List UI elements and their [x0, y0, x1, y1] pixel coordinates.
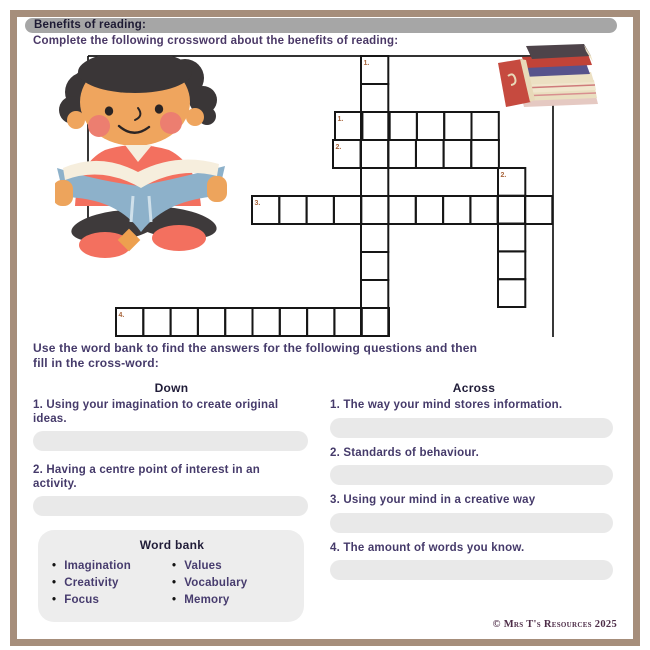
crossword-word-across-1[interactable]	[335, 112, 499, 140]
crossword-cell[interactable]	[525, 196, 552, 224]
question-text: 2. Having a centre point of interest in an activity.	[33, 464, 260, 490]
word-bank-word: Values	[184, 560, 222, 572]
answer-box-2[interactable]	[330, 465, 613, 485]
crossword-word-across-2[interactable]	[333, 140, 499, 168]
instruction-text	[33, 341, 623, 371]
boy-cheek-right	[160, 112, 182, 134]
crossword-cell[interactable]	[498, 279, 525, 307]
crossword-cell[interactable]	[307, 196, 334, 224]
crossword-cell[interactable]	[362, 308, 389, 336]
crossword-cell[interactable]	[444, 140, 472, 168]
boy-hand-right	[207, 176, 227, 202]
boy-cheek-left	[88, 115, 110, 137]
across-section	[330, 381, 618, 589]
question-text: 3. Using your mind in a creative way	[330, 494, 536, 506]
answer-box-2[interactable]	[33, 496, 308, 516]
crossword-cell[interactable]	[361, 168, 388, 196]
crossword-cell[interactable]	[279, 196, 306, 224]
crossword-cell[interactable]	[472, 112, 499, 140]
crossword-cell[interactable]	[198, 308, 225, 336]
word-bank-word: Creativity	[64, 577, 119, 589]
crossword-cell[interactable]	[498, 196, 525, 224]
page-title: Benefits of reading:	[34, 19, 146, 31]
boy-eye-left	[105, 106, 113, 115]
crossword-cell[interactable]	[416, 140, 444, 168]
crossword-clue-number: 1.	[363, 60, 370, 67]
crossword-cell[interactable]	[171, 308, 198, 336]
crossword-cell[interactable]	[280, 308, 307, 336]
title-bar	[25, 18, 617, 33]
crossword-clue-number: 1.	[337, 116, 344, 123]
copyright-credit: © Mrs T's Resources 2025	[492, 619, 617, 630]
word-bank	[38, 530, 304, 622]
crossword-cell[interactable]	[361, 252, 388, 280]
bullet-icon: •	[172, 594, 177, 606]
crossword-cell[interactable]	[361, 140, 389, 168]
crossword-cell[interactable]	[388, 140, 416, 168]
crossword-cell[interactable]	[443, 196, 470, 224]
crossword-cell[interactable]	[334, 308, 361, 336]
word-bank-item	[52, 558, 172, 575]
question-text: 2. Standards of behaviour.	[330, 446, 479, 459]
instruction-line-2: fill in the cross-word:	[33, 356, 159, 370]
crossword-cell[interactable]	[444, 112, 471, 140]
crossword-cell[interactable]	[362, 112, 389, 140]
word-bank-word: Memory	[184, 594, 230, 606]
boy-book-line	[131, 196, 133, 222]
down-questions	[33, 399, 310, 516]
across-heading: Across	[452, 381, 496, 395]
crossword-cell[interactable]	[225, 308, 252, 336]
bullet-icon: •	[172, 577, 177, 589]
word-bank-left-column	[52, 558, 172, 609]
down-heading: Down	[154, 381, 189, 395]
crossword-cell[interactable]	[417, 112, 444, 140]
crossword-cell[interactable]	[498, 224, 525, 252]
answer-box-1[interactable]	[330, 418, 613, 438]
crossword-cell[interactable]	[253, 308, 280, 336]
down-section	[33, 381, 310, 529]
crossword-cell[interactable]	[470, 196, 497, 224]
crossword-word-across-4[interactable]	[116, 308, 389, 336]
crossword-cell[interactable]	[416, 196, 443, 224]
word-bank-item	[52, 575, 172, 592]
question-text: 4. The amount of words you know.	[330, 541, 525, 554]
books-stack-illustration	[496, 44, 600, 110]
bullet-icon: •	[52, 577, 57, 589]
bullet-icon: •	[52, 560, 57, 572]
crossword-clue-number: 4.	[118, 312, 125, 319]
crossword-cell[interactable]	[307, 308, 334, 336]
bullet-icon: •	[52, 594, 57, 606]
answer-box-1[interactable]	[33, 431, 308, 451]
across-questions	[330, 399, 618, 580]
word-bank-heading: Word bank	[139, 538, 205, 552]
instruction-line-1: Use the word bank to find the answers for the following questions and then	[33, 341, 478, 355]
boy-book-line	[149, 196, 151, 222]
crossword-cell[interactable]	[389, 196, 416, 224]
word-bank-word: Vocabulary	[184, 577, 248, 589]
crossword-word-down-2[interactable]	[498, 168, 525, 307]
subtitle: Complete the following crossword about the benefits of reading:	[33, 35, 399, 47]
boy-reading-illustration	[55, 56, 267, 268]
question-text: 1. Using your imagination to create original ideas.	[33, 399, 279, 425]
answer-box-4[interactable]	[330, 560, 613, 580]
word-bank-word: Focus	[64, 594, 100, 606]
crossword-clue-number: 2.	[335, 144, 342, 151]
crossword-word-across-3[interactable]	[252, 196, 552, 224]
crossword-cell[interactable]	[361, 140, 388, 168]
boy-shoe-right	[152, 225, 206, 251]
crossword-cell[interactable]	[361, 280, 388, 308]
crossword-cell[interactable]	[361, 224, 388, 252]
crossword-cell[interactable]	[361, 196, 388, 224]
crossword-cell[interactable]	[361, 308, 388, 336]
word-bank-item	[172, 575, 292, 592]
word-bank-item	[172, 558, 292, 575]
crossword-cell[interactable]	[390, 112, 417, 140]
word-bank-item	[172, 592, 292, 609]
boy-hand-left	[55, 180, 73, 206]
question-text: 1. The way your mind stores information.	[330, 399, 563, 411]
crossword-cell[interactable]	[361, 84, 388, 112]
crossword-cell[interactable]	[334, 196, 361, 224]
answer-box-3[interactable]	[330, 513, 613, 533]
crossword-cell[interactable]	[361, 196, 388, 224]
crossword-cell[interactable]	[143, 308, 170, 336]
bullet-icon: •	[172, 560, 177, 572]
word-bank-item	[52, 592, 172, 609]
word-bank-right-column	[172, 558, 292, 609]
crossword-cell[interactable]	[498, 251, 525, 279]
crossword-cell[interactable]	[361, 112, 388, 140]
crossword-clue-number: 2.	[500, 172, 507, 179]
crossword-cell[interactable]	[498, 196, 525, 224]
crossword-cell[interactable]	[471, 140, 499, 168]
boy-eye-right	[155, 104, 163, 113]
word-bank-word: Imagination	[64, 560, 131, 572]
crossword-clue-number: 3.	[254, 200, 261, 207]
